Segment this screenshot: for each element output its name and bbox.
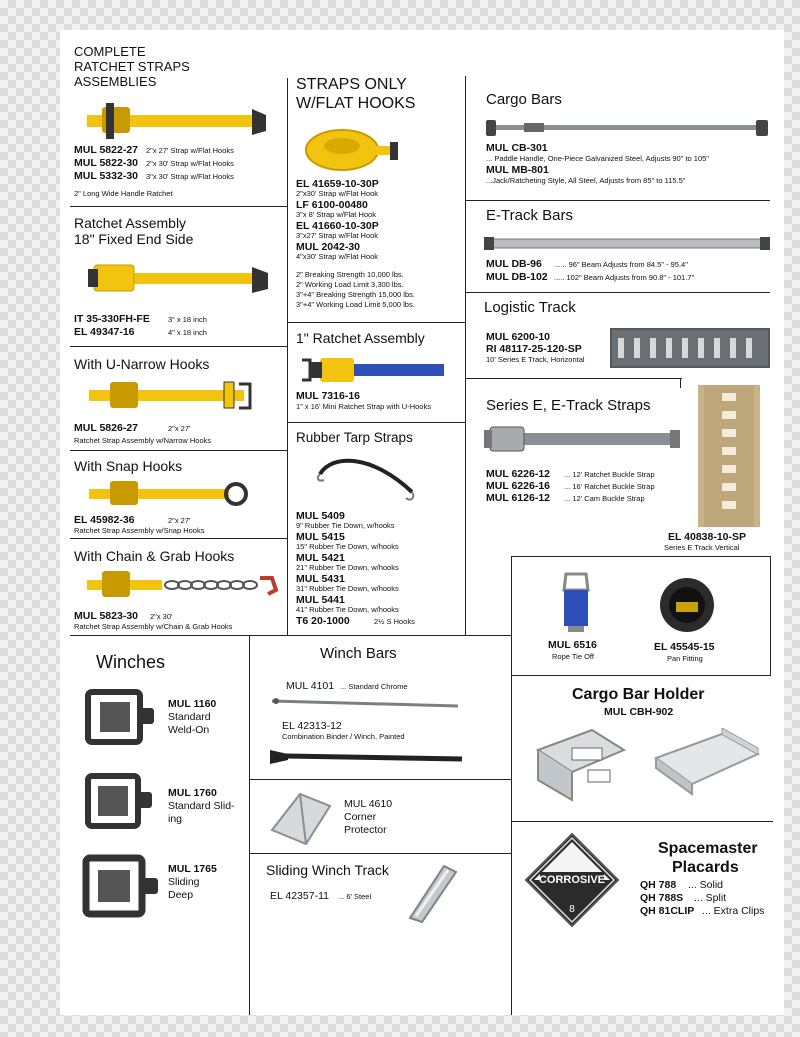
item-desc: 3"x27' Strap w/Flat Hook [296, 231, 379, 240]
cargo-bar-tray-image [652, 728, 762, 798]
item-code: IT 35-330FH-FE [74, 313, 150, 325]
snap-hook-strap-image [84, 478, 254, 510]
fixed-end-ratchet-image [84, 259, 269, 297]
item-desc: ... 12' Cam Buckle Strap [564, 494, 645, 503]
item-desc: ..... 102" Beam Adjusts from 90.8" - 101.7" [554, 273, 695, 282]
logistic-track-section [474, 296, 774, 376]
item-code: MUL 5826-27 [74, 422, 139, 434]
winch-bars-section [254, 642, 509, 778]
divider [287, 322, 465, 323]
item-desc: ... Split [694, 892, 727, 904]
sliding-winch-track-section [254, 858, 509, 1008]
item-code: MUL 1160 [168, 698, 217, 710]
section-title: Winches [96, 652, 166, 672]
item-desc: Standard [168, 711, 211, 723]
section-title: W/FLAT HOOKS [296, 95, 416, 112]
item-code: MUL 5823-30 [74, 610, 139, 622]
item-desc: 31" Rubber Tie Down, w/hooks [296, 584, 399, 593]
section-title: E-Track Bars [486, 207, 573, 224]
section-title: With Snap Hooks [74, 458, 183, 474]
section-title: With U-Narrow Hooks [74, 356, 210, 372]
spec-note: 2" Breaking Strength 10,000 lbs. [296, 270, 404, 279]
cargo-bar-image [484, 116, 774, 140]
u-narrow-strap-image [84, 378, 254, 414]
item-desc: ...... 96" Beam Adjusts from 84.5" - 95.4" [554, 260, 688, 269]
divider [511, 821, 773, 822]
item-desc: 3"x 30' Strap w/Flat Hooks [146, 172, 234, 181]
etrack-bars-section [474, 206, 774, 292]
item-code: MUL CB-301 [486, 142, 548, 154]
item-desc: Series E Track Vertical [664, 543, 740, 552]
divider [465, 378, 682, 379]
item-code: EL 41659-10-30P [296, 178, 379, 190]
item-desc: Sliding [168, 876, 200, 888]
divider [70, 206, 287, 207]
section-title: Logistic Track [484, 299, 576, 316]
item-code: MUL 5441 [296, 594, 345, 606]
corrosive-placard-image [524, 832, 620, 928]
divider [70, 538, 287, 539]
logistic-track-image [610, 328, 770, 368]
winches-section [80, 644, 245, 1004]
section-title: 1" Ratchet Assembly [296, 330, 425, 346]
item-desc: 15" Rubber Tie Down, w/hooks [296, 542, 399, 551]
item-desc: 21" Rubber Tie Down, w/hooks [296, 563, 399, 572]
item-code: MUL 2042-30 [296, 241, 361, 253]
item-desc: ing [168, 813, 183, 825]
item-desc: Corner [344, 811, 377, 823]
item-code: MUL DB-102 [486, 271, 548, 283]
item-desc: ... 16' Ratchet Buckle Strap [564, 482, 655, 491]
section-title: Rubber Tarp Straps [296, 430, 413, 445]
item-desc: 2"x30' Strap w/Flat Hook [296, 189, 379, 198]
spec-note: 3"+4" Working Load Limit 5,000 lbs. [296, 300, 415, 309]
rubber-strap-image [312, 452, 422, 512]
ratchet-strap-image [82, 101, 267, 141]
item-desc: 10' Series E Track, Horizontal [486, 355, 585, 364]
ratchet-assembly-section [72, 215, 287, 340]
item-code: MUL 4610 [344, 798, 393, 810]
etrack-strap-image [482, 424, 682, 454]
item-code: MUL 6200-10 [486, 331, 551, 343]
item-desc: Pan Fitting [667, 654, 703, 663]
item-desc: ... 12' Ratchet Buckle Strap [564, 470, 655, 479]
corner-protector-image [266, 786, 336, 848]
item-code: EL 42357-11 [270, 890, 329, 902]
chain-hook-strap-image [82, 568, 282, 602]
item-desc: Ratchet Strap Assembly w/Snap Hooks [74, 526, 205, 535]
combination-binder-image [266, 746, 466, 766]
item-code: MUL 5409 [296, 510, 345, 522]
divider [70, 450, 287, 451]
winch-sliding-image [82, 768, 156, 834]
item-desc: 2"x 27' Strap w/Flat Hooks [146, 146, 234, 155]
item-code: MUL 6226-12 [486, 468, 551, 480]
divider [465, 76, 466, 636]
winch-deep-image [80, 850, 160, 922]
winch-track-image [404, 862, 460, 924]
item-code: EL 49347-16 [74, 326, 135, 338]
cargo-bar-holder-image [532, 720, 632, 810]
chrome-winch-bar-image [268, 696, 468, 712]
item-desc: Rope Tie Off [552, 652, 594, 661]
divider [465, 200, 770, 201]
item-desc: ... 6' Steel [338, 892, 372, 901]
note: 2" Long Wide Handle Ratchet [74, 189, 173, 198]
section-title: Sliding Winch Track [266, 862, 389, 878]
spec-note: 2" Working Load Limit 3,300 lbs. [296, 280, 404, 289]
strap-roll-image [302, 120, 402, 180]
item-desc: ... Standard Chrome [340, 682, 408, 691]
placard-label: CORROSIVE [538, 874, 606, 886]
divider [70, 346, 287, 347]
rubber-tarp-section [296, 430, 468, 630]
section-title: RATCHET STRAPS [74, 59, 190, 74]
item-code: MUL 6226-16 [486, 480, 551, 492]
divider [511, 674, 512, 1015]
placards-section [516, 826, 774, 1006]
placard-number: 8 [569, 904, 575, 915]
rope-tie-off-image [558, 570, 594, 634]
item-code: T6 20-1000 [296, 615, 350, 627]
item-code: QH 788S [640, 892, 684, 904]
item-desc: 41" Rubber Tie Down, w/hooks [296, 605, 399, 614]
winch-weld-on-image [82, 684, 156, 750]
complete-ratchet-section [72, 44, 287, 206]
item-desc: ... Extra Clips [702, 905, 765, 917]
item-code: MUL 5822-27 [74, 144, 139, 156]
section-title: Cargo Bar Holder [572, 686, 705, 703]
item-code: MUL 5822-30 [74, 157, 139, 169]
section-title: ASSEMBLIES [74, 74, 157, 89]
divider [249, 779, 511, 780]
item-code: RI 48117-25-120-SP [486, 343, 582, 355]
snap-hooks-section [72, 458, 287, 538]
item-desc: Deep [168, 889, 194, 901]
item-code: MUL 1760 [168, 787, 217, 799]
pan-fitting-image [658, 576, 716, 634]
divider [680, 378, 681, 388]
item-code: MUL DB-96 [486, 258, 542, 270]
cargo-bar-holder-section [516, 680, 774, 820]
item-code: MUL 5415 [296, 531, 345, 543]
item-desc: 4" x 18 inch [168, 328, 207, 337]
straps-only-section [296, 76, 468, 320]
section-title: Spacemaster [658, 840, 758, 857]
divider [249, 853, 511, 854]
cargo-bars-section [474, 88, 774, 198]
item-code: MUL 5421 [296, 552, 345, 564]
section-title: STRAPS ONLY [296, 76, 407, 93]
item-desc: 4"x30' Strap w/Flat Hook [296, 252, 379, 261]
item-desc: 2"x 30' Strap w/Flat Hooks [146, 159, 234, 168]
item-desc: Combination Binder / Winch, Painted [282, 732, 405, 741]
section-title: 18" Fixed End Side [74, 231, 194, 247]
item-code: EL 41660-10-30P [296, 220, 379, 232]
item-code: MUL 5332-30 [74, 170, 139, 182]
item-code: MUL 7316-16 [296, 390, 361, 402]
catalog-page [60, 30, 784, 1015]
item-desc: Weld-On [168, 724, 210, 736]
item-desc: 3" x 18 inch [168, 315, 207, 324]
vertical-etrack-image [698, 385, 760, 527]
u-narrow-section [72, 356, 287, 448]
item-desc: 1" x 16' Mini Ratchet Strap with U-Hooks [296, 402, 431, 411]
item-desc: 3"x 8' Strap w/Flat Hook [296, 210, 376, 219]
divider [465, 292, 770, 293]
item-code: LF 6100-00480 [296, 199, 368, 211]
item-desc: ... Paddle Handle, One-Piece Galvanized Steel, Adjusts 90" to 105" [486, 154, 709, 163]
divider [287, 422, 465, 423]
section-title: Placards [672, 859, 739, 876]
fittings-box [511, 556, 771, 676]
item-desc: 9" Rubber Tie Down, w/hooks [296, 521, 395, 530]
section-title: COMPLETE [74, 44, 146, 59]
section-title: With Chain & Grab Hooks [74, 548, 235, 564]
item-code: MUL CBH-902 [604, 706, 674, 718]
chain-hooks-section [72, 548, 287, 634]
item-desc: Standard Slid- [168, 800, 235, 812]
item-code: MUL 4101 [286, 680, 335, 692]
item-code: MUL MB-801 [486, 164, 549, 176]
item-code: EL 42313-12 [282, 720, 342, 732]
item-code: QH 81CLIP [640, 905, 695, 917]
etrack-bar-image [484, 234, 774, 254]
divider [249, 635, 250, 1015]
item-desc: ...Jack/Ratcheting Style, All Steel, Adjusts from 85" to 115.5" [486, 176, 686, 185]
spec-note: 3"+4" Breaking Strength 15,000 lbs. [296, 290, 415, 299]
item-code: EL 45982-36 [74, 514, 135, 526]
blue-ratchet-image [300, 352, 450, 388]
divider [287, 78, 288, 635]
item-size: 2"x 27' [168, 424, 191, 433]
item-desc: 2½ S Hooks [374, 617, 415, 626]
item-code: EL 45545-15 [654, 641, 715, 653]
section-title: Cargo Bars [486, 91, 562, 108]
section-title: Ratchet Assembly [74, 215, 187, 231]
corner-protector-section [254, 782, 509, 852]
item-code: MUL 6516 [548, 639, 597, 651]
item-desc: Ratchet Strap Assembly w/Chain & Grab Hooks [74, 622, 233, 631]
item-code: MUL 6126-12 [486, 492, 551, 504]
divider [70, 635, 512, 636]
item-size: 2"x 27' [168, 516, 191, 525]
one-inch-ratchet-section [296, 330, 468, 420]
item-size: 2"x 30' [150, 612, 173, 621]
section-title: Winch Bars [320, 645, 397, 662]
item-code: EL 40838-10-SP [668, 531, 747, 543]
item-desc: Ratchet Strap Assembly w/Narrow Hooks [74, 436, 212, 445]
section-title: Series E, E-Track Straps [486, 397, 651, 414]
item-code: MUL 5431 [296, 573, 345, 585]
item-desc: Protector [344, 824, 387, 836]
item-desc: ... Solid [688, 879, 724, 891]
item-code: MUL 1765 [168, 863, 217, 875]
item-code: QH 788 [640, 879, 677, 891]
